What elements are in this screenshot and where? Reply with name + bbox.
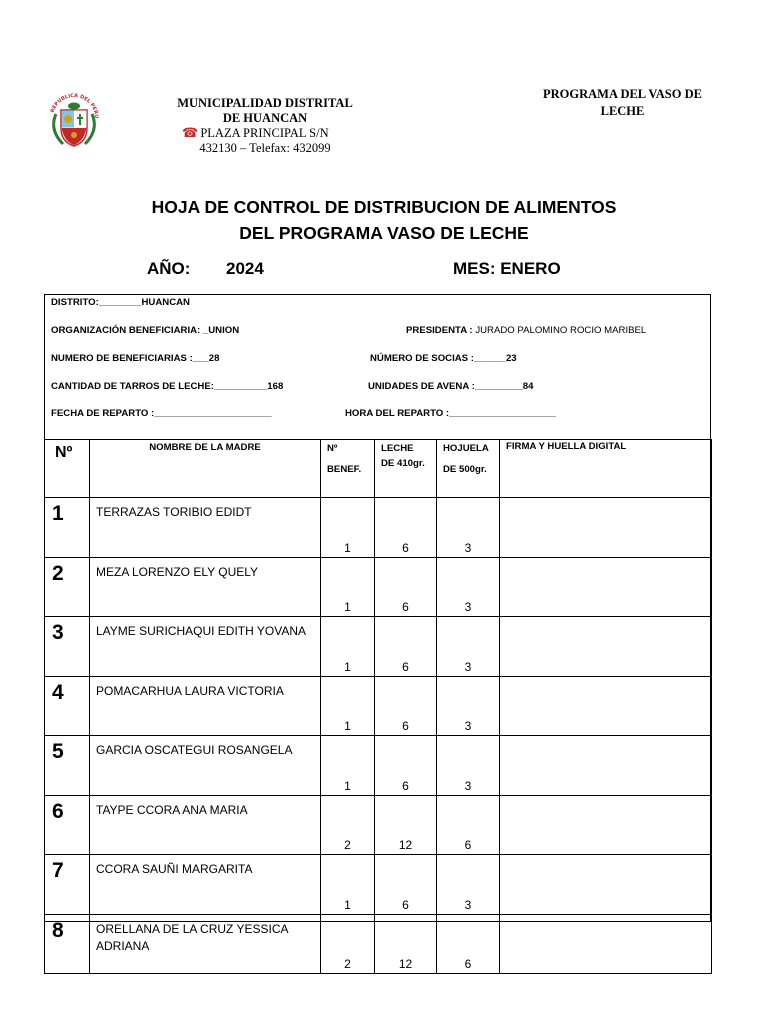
row-number: 3 — [45, 617, 90, 677]
benef-count: 1 — [344, 778, 351, 793]
year-value: 2024 — [226, 259, 264, 278]
header-leche: LECHE DE 410gr. — [375, 440, 437, 498]
leche-count: 12 — [398, 838, 413, 852]
signature-cell[interactable] — [500, 498, 712, 558]
row-number: 2 — [45, 557, 90, 617]
year-label: AÑO: — [147, 259, 191, 278]
header-firma: FIRMA Y HUELLA DIGITAL — [500, 440, 712, 498]
municipality-name-line1: MUNICIPALIDAD DISTRITAL — [177, 96, 353, 110]
table-row — [45, 736, 712, 796]
mother-name: TERRAZAS TORIBIO EDIDT — [90, 498, 321, 558]
municipality-address: PLAZA PRINCIPAL S/N — [200, 126, 329, 140]
tarros-field: CANTIDAD DE TARROS DE LECHE:__________168 — [51, 381, 284, 392]
mother-name: CCORA SAUÑI MARGARITA — [90, 855, 321, 915]
mother-name: LAYME SURICHAQUI EDITH YOVANA — [90, 617, 321, 677]
hojuela-count: 3 — [464, 659, 472, 674]
distrito-field: DISTRITO:________HUANCAN — [51, 297, 190, 308]
fecha-reparto-field: FECHA DE REPARTO :______________________ — [51, 408, 272, 419]
table-header-row — [45, 440, 712, 498]
hojuela-count: 3 — [464, 778, 472, 793]
document-title — [0, 194, 768, 246]
table-row — [45, 557, 712, 617]
table-row — [45, 617, 712, 677]
leche-count: 6 — [402, 659, 409, 674]
hojuela-count: 3 — [464, 719, 472, 733]
leche-count: 6 — [402, 778, 409, 793]
presidenta-name: JURADO PALOMINO ROCIO MARIBEL — [475, 325, 647, 336]
benef-count: 2 — [344, 957, 351, 971]
organizacion-field: ORGANIZACIÓN BENEFICIARIA: _UNION — [51, 325, 240, 336]
benef-count: 1 — [344, 659, 351, 674]
benef-count: 1 — [344, 600, 351, 614]
table-row — [45, 795, 712, 855]
table-row — [45, 676, 712, 736]
hojuela-count: 6 — [464, 838, 472, 852]
mother-name: TAYPE CCORA ANA MARIA — [90, 795, 321, 855]
avena-field: UNIDADES DE AVENA :_________84 — [368, 381, 534, 392]
presidenta-label: PRESIDENTA : — [406, 325, 473, 336]
beneficiarias-field: NUMERO DE BENEFICIARIAS :___28 — [51, 353, 220, 364]
signature-cell[interactable] — [500, 676, 712, 736]
leche-count: 12 — [398, 957, 413, 971]
hojuela-count: 3 — [464, 897, 472, 912]
telephone-icon: ☎ — [182, 125, 199, 140]
hojuela-count: 6 — [464, 957, 472, 971]
header-hojuela: HOJUELA DE 500gr. — [437, 440, 500, 498]
leche-count: 6 — [402, 897, 409, 912]
benef-count: 1 — [344, 897, 351, 912]
program-header — [525, 86, 720, 120]
benef-count: 1 — [344, 719, 351, 733]
signature-cell[interactable] — [500, 736, 712, 796]
program-name-line1: PROGRAMA DEL VASO DE — [543, 87, 702, 101]
signature-cell[interactable] — [500, 914, 712, 974]
row-number: 7 — [45, 855, 90, 915]
hora-reparto-field: HORA DEL REPARTO :____________________ — [345, 408, 556, 419]
table-row — [45, 498, 712, 558]
title-line1: HOJA DE CONTROL DE DISTRIBUCION DE ALIMENTOS — [151, 197, 617, 217]
header-number: Nº — [45, 440, 90, 498]
distribution-table — [44, 439, 712, 974]
leche-count: 6 — [402, 600, 409, 614]
row-number: 6 — [45, 795, 90, 855]
header-nombre: NOMBRE DE LA MADRE — [90, 440, 321, 498]
socias-field: NÚMERO DE SOCIAS :______23 — [370, 353, 517, 364]
row-number: 8 — [45, 914, 90, 974]
table-row — [45, 855, 712, 915]
title-line2: DEL PROGRAMA VASO DE LECHE — [239, 223, 529, 243]
leche-count: 6 — [402, 719, 409, 733]
row-number: 4 — [45, 676, 90, 736]
hojuela-count: 3 — [464, 600, 472, 614]
signature-cell[interactable] — [500, 617, 712, 677]
benef-count: 1 — [344, 540, 351, 555]
signature-cell[interactable] — [500, 795, 712, 855]
signature-cell[interactable] — [500, 557, 712, 617]
header-benef: Nº BENEF. — [321, 440, 375, 498]
mother-name: POMACARHUA LAURA VICTORIA — [90, 676, 321, 736]
mother-name: GARCIA OSCATEGUI ROSANGELA — [90, 736, 321, 796]
leche-count: 6 — [402, 540, 409, 555]
crest-lettering: REPUBLICA DEL PERU — [49, 92, 100, 119]
hojuela-count: 3 — [464, 540, 472, 555]
presidenta-field — [406, 325, 646, 336]
municipality-phones: 432130 – Telefax: 432099 — [199, 141, 331, 155]
peru-coat-of-arms-logo — [45, 92, 103, 150]
municipality-name-line2: DE HUANCAN — [222, 111, 308, 125]
row-number: 1 — [45, 498, 90, 558]
program-name-line2: LECHE — [600, 104, 645, 118]
month-label: MES: ENERO — [453, 259, 561, 278]
benef-count: 2 — [344, 838, 351, 852]
signature-cell[interactable] — [500, 855, 712, 915]
mother-name: MEZA LORENZO ELY QUELY — [90, 557, 321, 617]
table-row — [45, 914, 712, 974]
mother-name: ORELLANA DE LA CRUZ YESSICA ADRIANA — [90, 914, 321, 974]
row-number: 5 — [45, 736, 90, 796]
